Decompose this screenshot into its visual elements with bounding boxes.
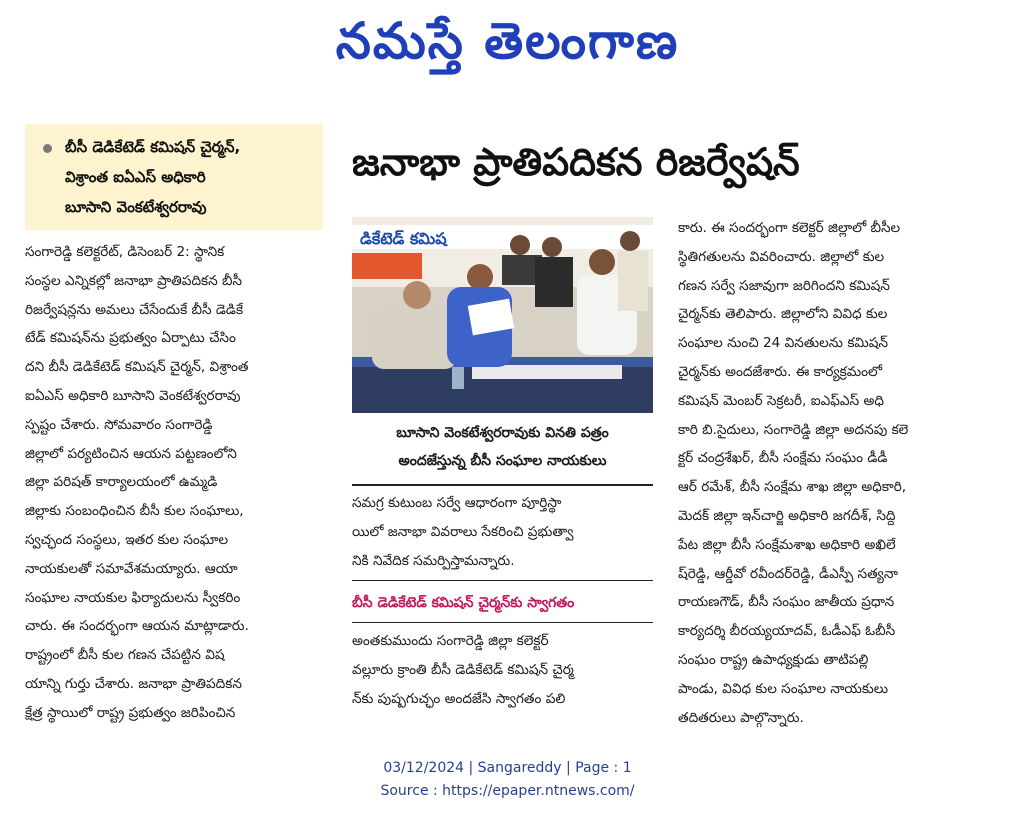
- text-line: యిలో జనాభా వివరాలు సేకరించి ప్రభుత్వా: [352, 523, 574, 540]
- text-line: సంస్థల ఎన్నికల్లో జనాభా ప్రాతిపదికన బీసీ: [25, 272, 243, 289]
- text-line: స్పష్టం చేశారు. సోమవారం సంగారెడ్డి: [25, 416, 213, 433]
- text-line: పేట జిల్లా బీసీ సంక్షేమశాఖ అధికారి అఖిలే: [678, 536, 896, 553]
- text-line: నికి నివేదిక సమర్పిస్తామన్నారు.: [352, 552, 515, 569]
- text-line: సంఘం రాష్ట్ర ఉపాధ్యక్షుడు తాటిపల్లి: [678, 651, 869, 668]
- text-line: కమిషన్ మెంబర్ సెక్రటరీ, ఐఎఫ్ఎస్ అధి: [678, 392, 884, 409]
- text-line: జిల్లాకు సంబంధించిన బీసీ కుల సంఘాలు,: [25, 503, 244, 520]
- text-line: సంఘాల నుంచి 24 వినతులను కమిషన్: [678, 335, 889, 352]
- text-line: జిల్లా పరిషత్ కార్యాలయంలో ఉమ్మడి: [25, 474, 218, 491]
- caption-line: అందజేస్తున్న బీసీ సంఘాల నాయకులు: [398, 453, 607, 469]
- masthead-title: నమస్తే తెలంగాణ: [335, 12, 680, 70]
- text-line: రాష్ట్రంలో బీసీ కుల గణన చేపట్టిన విష: [25, 647, 225, 664]
- highlight-line: బీసీ డెడికేటెడ్ కమిషన్ చైర్మన్,: [65, 138, 241, 156]
- text-line: నాయకులతో సమావేశమయ్యారు. ఆయా: [25, 560, 238, 577]
- text-line: గణన సర్వే సజావుగా జరిగిందని కమిషన్: [678, 277, 890, 294]
- article-column-3: [678, 214, 908, 732]
- text-line: టేడ్ కమిషన్‌ను ప్రభుత్వం ఏర్పాటు చేసిం: [25, 330, 236, 347]
- text-line: రిజర్వేషన్లను అమలు చేసేందుకే బీసీ డెడికే: [25, 301, 244, 318]
- subheading: బీసీ డెడికేటెడ్ కమిషన్ చైర్మన్‌కు స్వాగతం: [352, 595, 575, 611]
- text-line: చైర్మన్‌కు అందజేశారు. ఈ కార్యక్రమంలో: [678, 363, 883, 380]
- text-line: తదితరులు పాల్గొన్నారు.: [678, 709, 804, 726]
- text-line: కార్యదర్శి బీరయ్యయాదవ్, ఓడీఎఫ్ ఓబీసీ: [678, 623, 896, 640]
- caption-line: బూసాని వెంకటేశ్వరరావుకు వినతి పత్రం: [396, 425, 609, 441]
- headline: జనాభా ప్రాతిపదికన రిజర్వేషన్: [352, 140, 800, 184]
- text-line: న్‌కు పుష్పగుచ్ఛం అందజేసి స్వాగతం పలి: [352, 690, 566, 707]
- text-line: స్వచ్ఛంద సంస్థలు, ఇతర కుల సంఘాల: [25, 531, 229, 548]
- text-line: కారి బి.సైదులు, సంగారెడ్డి జిల్లా అదనపు కలె: [678, 421, 909, 438]
- text-line: యాన్ని గుర్తు చేశారు. జనాభా ప్రాతిపదికన: [25, 675, 242, 692]
- bullet-icon: [43, 144, 52, 153]
- article-column-2-top: [352, 489, 573, 575]
- text-line: దని బీసీ డెడికేటెడ్ కమిషన్ చైర్మన్, విశ్రాంత: [25, 359, 249, 376]
- text-line: వల్లూరు క్రాంతి బీసీ డెడికేటెడ్ కమిషన్ చైర్మ: [352, 661, 574, 678]
- news-photo: [352, 217, 653, 413]
- text-line: జిల్లాలో పర్యటించిన ఆయన పట్టణంలోని: [25, 445, 237, 462]
- text-line: స్థితిగతులను వివరించారు. జిల్లాలో కుల: [678, 248, 885, 265]
- text-line: ష్‌రెడ్డి, ఆర్డీవో రవీందర్‌రెడ్డి, డీఎస్పీ సత్యనా: [678, 565, 898, 582]
- caption-divider: [352, 484, 653, 486]
- text-line: పాండు, వివిధ కుల సంఘాల నాయకులు: [678, 680, 889, 697]
- footer-source-line: Source : https://epaper.ntnews.com/: [380, 783, 635, 799]
- text-line: చైర్మన్‌కు తెలిపారు. జిల్లాలోని వివిధ కుల: [678, 306, 888, 323]
- text-line: చారు. ఈ సందర్భంగా ఆయన మాట్లాడారు.: [25, 618, 249, 635]
- highlight-line: బూసాని వెంకటేశ్వరరావు: [65, 198, 207, 216]
- article-column-1: [25, 238, 249, 728]
- photo-illustration: [352, 217, 653, 413]
- text-line: ఆర్ రమేశ్, బీసీ సంక్షేమ శాఖ జిల్లా అధికారి,: [678, 479, 907, 496]
- photo-caption: [352, 419, 653, 475]
- section-divider: [352, 622, 653, 623]
- text-line: అంతకుముందు సంగారెడ్డి జిల్లా కలెక్టర్: [352, 633, 549, 649]
- banner-text: డికేటెడ్ కమిష: [360, 229, 447, 248]
- text-line: ఐఏఎస్ అధికారి బూసాని వెంకటేశ్వరరావు: [25, 387, 241, 404]
- article-column-2-bottom: [352, 627, 574, 713]
- text-line: సమగ్ర కుటుంబ సర్వే ఆధారంగా పూర్తిస్థా: [352, 495, 562, 511]
- highlight-line: విశ్రాంత ఐఏఎస్ అధికారి: [65, 168, 206, 186]
- text-line: క్టర్ చంద్రశేఖర్, బీసీ సంక్షేమ సంఘం డీడీ: [678, 450, 888, 467]
- text-line: కారు. ఈ సందర్భంగా కలెక్టర్ జిల్లాలో బీసీల: [678, 220, 901, 236]
- text-line: క్షేత్ర స్థాయిలో రాష్ట్ర ప్రభుత్వం జరిపించిన: [25, 704, 236, 721]
- text-line: మెదక్ జిల్లా ఇన్‌చార్జి అధికారి జగదీశ్, సిద్ది: [678, 507, 896, 524]
- text-line: సంగారెడ్డి కలెక్టరేట్, డిసెంబర్ 2: స్థానిక: [25, 244, 225, 260]
- highlight-box: [25, 124, 323, 230]
- section-divider: [352, 580, 653, 581]
- footer-date-line: 03/12/2024 | Sangareddy | Page : 1: [383, 760, 632, 776]
- text-line: సంఘాల నాయకుల ఫిర్యాదులను స్వీకరిం: [25, 589, 241, 606]
- text-line: రాయణగౌడ్, బీసీ సంఘం జాతీయ ప్రధాన: [678, 594, 895, 611]
